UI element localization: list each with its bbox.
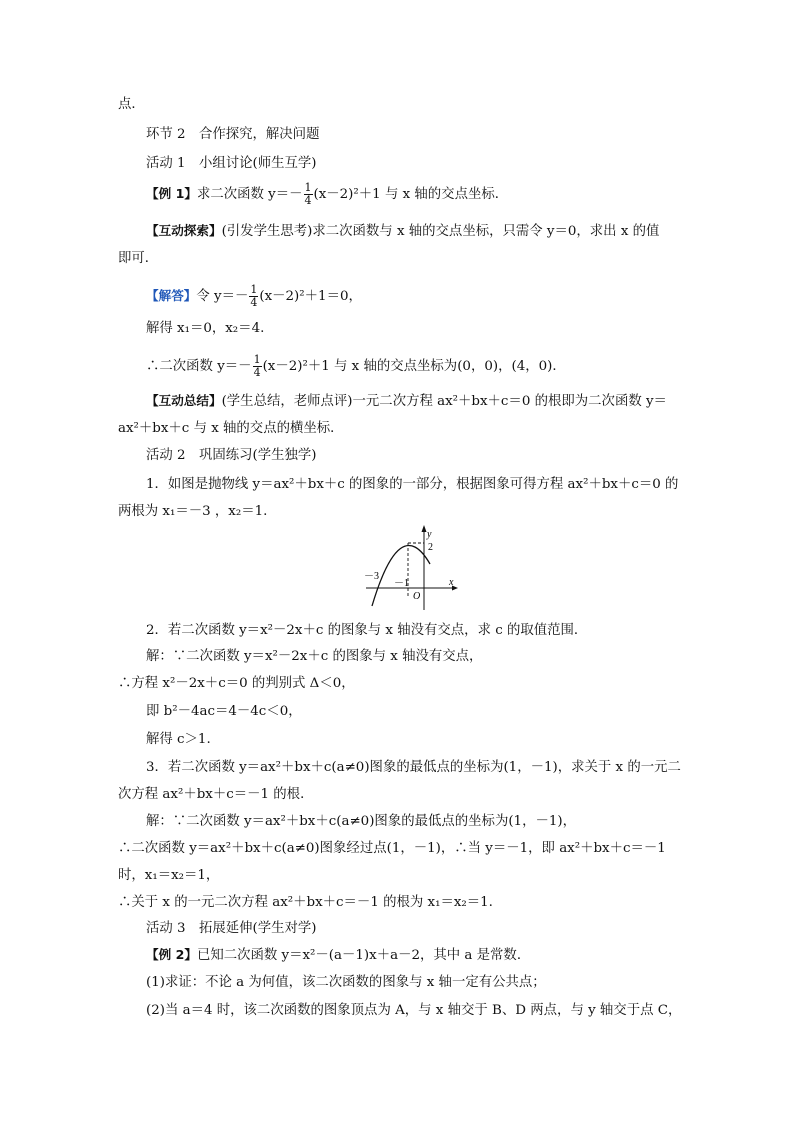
text-line: ∴二次函数 y＝ax²＋bx＋c(a≠0)图象经过点(1，－1)，∴当 y＝－1，即 ax²＋bx＋c＝－1 bbox=[118, 841, 666, 856]
text-line: 即可． bbox=[118, 251, 159, 266]
text-line: ∴方程 x²－2x＋c＝0 的判别式 Δ＜0， bbox=[118, 676, 355, 691]
fraction: $\frac{1}{4}$ bbox=[253, 353, 261, 379]
activity-heading: 活动 3 拓展延伸(学生对学) bbox=[146, 921, 317, 936]
question-1: 1．如图是抛物线 y＝ax²＋bx＋c 的图象的一部分，根据图象可得方程 ax²＋bx＋c＝0 的 bbox=[146, 477, 679, 492]
text-line: (1)求证：不论 a 为何值，该二次函数的图象与 x 轴一定有公共点； bbox=[146, 975, 546, 990]
solution-tag: 【解答】 bbox=[146, 288, 197, 303]
explore-tag: 【互动探索】 bbox=[146, 223, 222, 238]
example-tag: 【例 1】 bbox=[146, 186, 197, 201]
text-line: (2)当 a＝4 时，该二次函数的图象顶点为 A，与 x 轴交于 B、D 两点，与 y 轴交于点 C， bbox=[146, 1003, 682, 1018]
text-line: 即 b²－4ac＝4－4c＜0， bbox=[146, 704, 302, 719]
x-label: x bbox=[449, 577, 454, 588]
y-axis-arrow bbox=[422, 525, 427, 532]
summary-tag: 【互动总结】 bbox=[146, 393, 222, 408]
question-3: 3．若二次函数 y＝ax²＋bx＋c(a≠0)图象的最低点的坐标为(1，－1)，求关于 x 的一元二 bbox=[146, 760, 681, 775]
tick-label-neg3: －3 bbox=[364, 571, 379, 582]
text-line: 解得 x₁＝0，x₂＝4. bbox=[146, 321, 265, 336]
question-2: 2．若二次函数 y＝x²－2x＋c 的图象与 x 轴没有交点，求 c 的取值范围． bbox=[146, 623, 588, 638]
text-line: 解：∵二次函数 y＝x²－2x＋c 的图象与 x 轴没有交点， bbox=[146, 649, 483, 664]
example-1: 【例 1】求二次函数 y＝－ $\frac{1}{4}$ (x－2)²＋1 与 x 轴的交点坐标． bbox=[146, 181, 509, 207]
parabola-curve bbox=[372, 545, 430, 606]
text-line: 次方程 ax²＋bx＋c＝－1 的根． bbox=[118, 787, 314, 802]
text-line: ax²＋bx＋c 与 x 轴的交点的横坐标． bbox=[118, 421, 344, 436]
text-line: 点． bbox=[118, 97, 145, 112]
activity-heading: 活动 2 巩固练习(学生独学) bbox=[146, 448, 317, 463]
text-line: ∴二次函数 y＝－ $\frac{1}{4}$ (x－2)²＋1 与 x 轴的交点坐标为(0，0)，(4，0)． bbox=[146, 353, 566, 379]
y-label: y bbox=[427, 529, 432, 540]
example-tag: 【例 2】 bbox=[146, 947, 197, 962]
parabola-graph bbox=[364, 522, 460, 614]
tick-label-2: 2 bbox=[428, 542, 433, 553]
tick-label-neg1: －1 bbox=[394, 578, 409, 589]
explore-line: 【互动探索】(引发学生思考)求二次函数与 x 轴的交点坐标，只需令 y＝0，求出 x 的值 bbox=[146, 223, 660, 239]
text-line: 时，x₁＝x₂＝1， bbox=[118, 868, 220, 883]
summary-line: 【互动总结】(学生总结，老师点评)一元二次方程 ax²＋bx＋c＝0 的根即为二次函数 y＝ bbox=[146, 393, 667, 409]
fraction: $\frac{1}{4}$ bbox=[250, 283, 258, 309]
fraction: $\frac{1}{4}$ bbox=[304, 181, 312, 207]
text-line: 解：∵二次函数 y＝ax²＋bx＋c(a≠0)图象的最低点的坐标为(1，－1)， bbox=[146, 814, 576, 829]
example-2: 【例 2】已知二次函数 y＝x²－(a－1)x＋a－2，其中 a 是常数． bbox=[146, 947, 531, 963]
activity-heading: 活动 1 小组讨论(师生互学) bbox=[146, 156, 317, 171]
solution-line: 【解答】令 y＝－ $\frac{1}{4}$ (x－2)²＋1＝0， bbox=[146, 283, 362, 309]
text-line: 两根为 x₁＝－3 ，x₂＝1. bbox=[118, 504, 268, 519]
text-line: 解得 c＞1. bbox=[146, 732, 211, 747]
origin-label: O bbox=[413, 591, 421, 602]
section-heading: 环节 2 合作探究，解决问题 bbox=[146, 127, 320, 142]
text-line: ∴关于 x 的一元二次方程 ax²＋bx＋c＝－1 的根为 x₁＝x₂＝1. bbox=[118, 895, 493, 910]
